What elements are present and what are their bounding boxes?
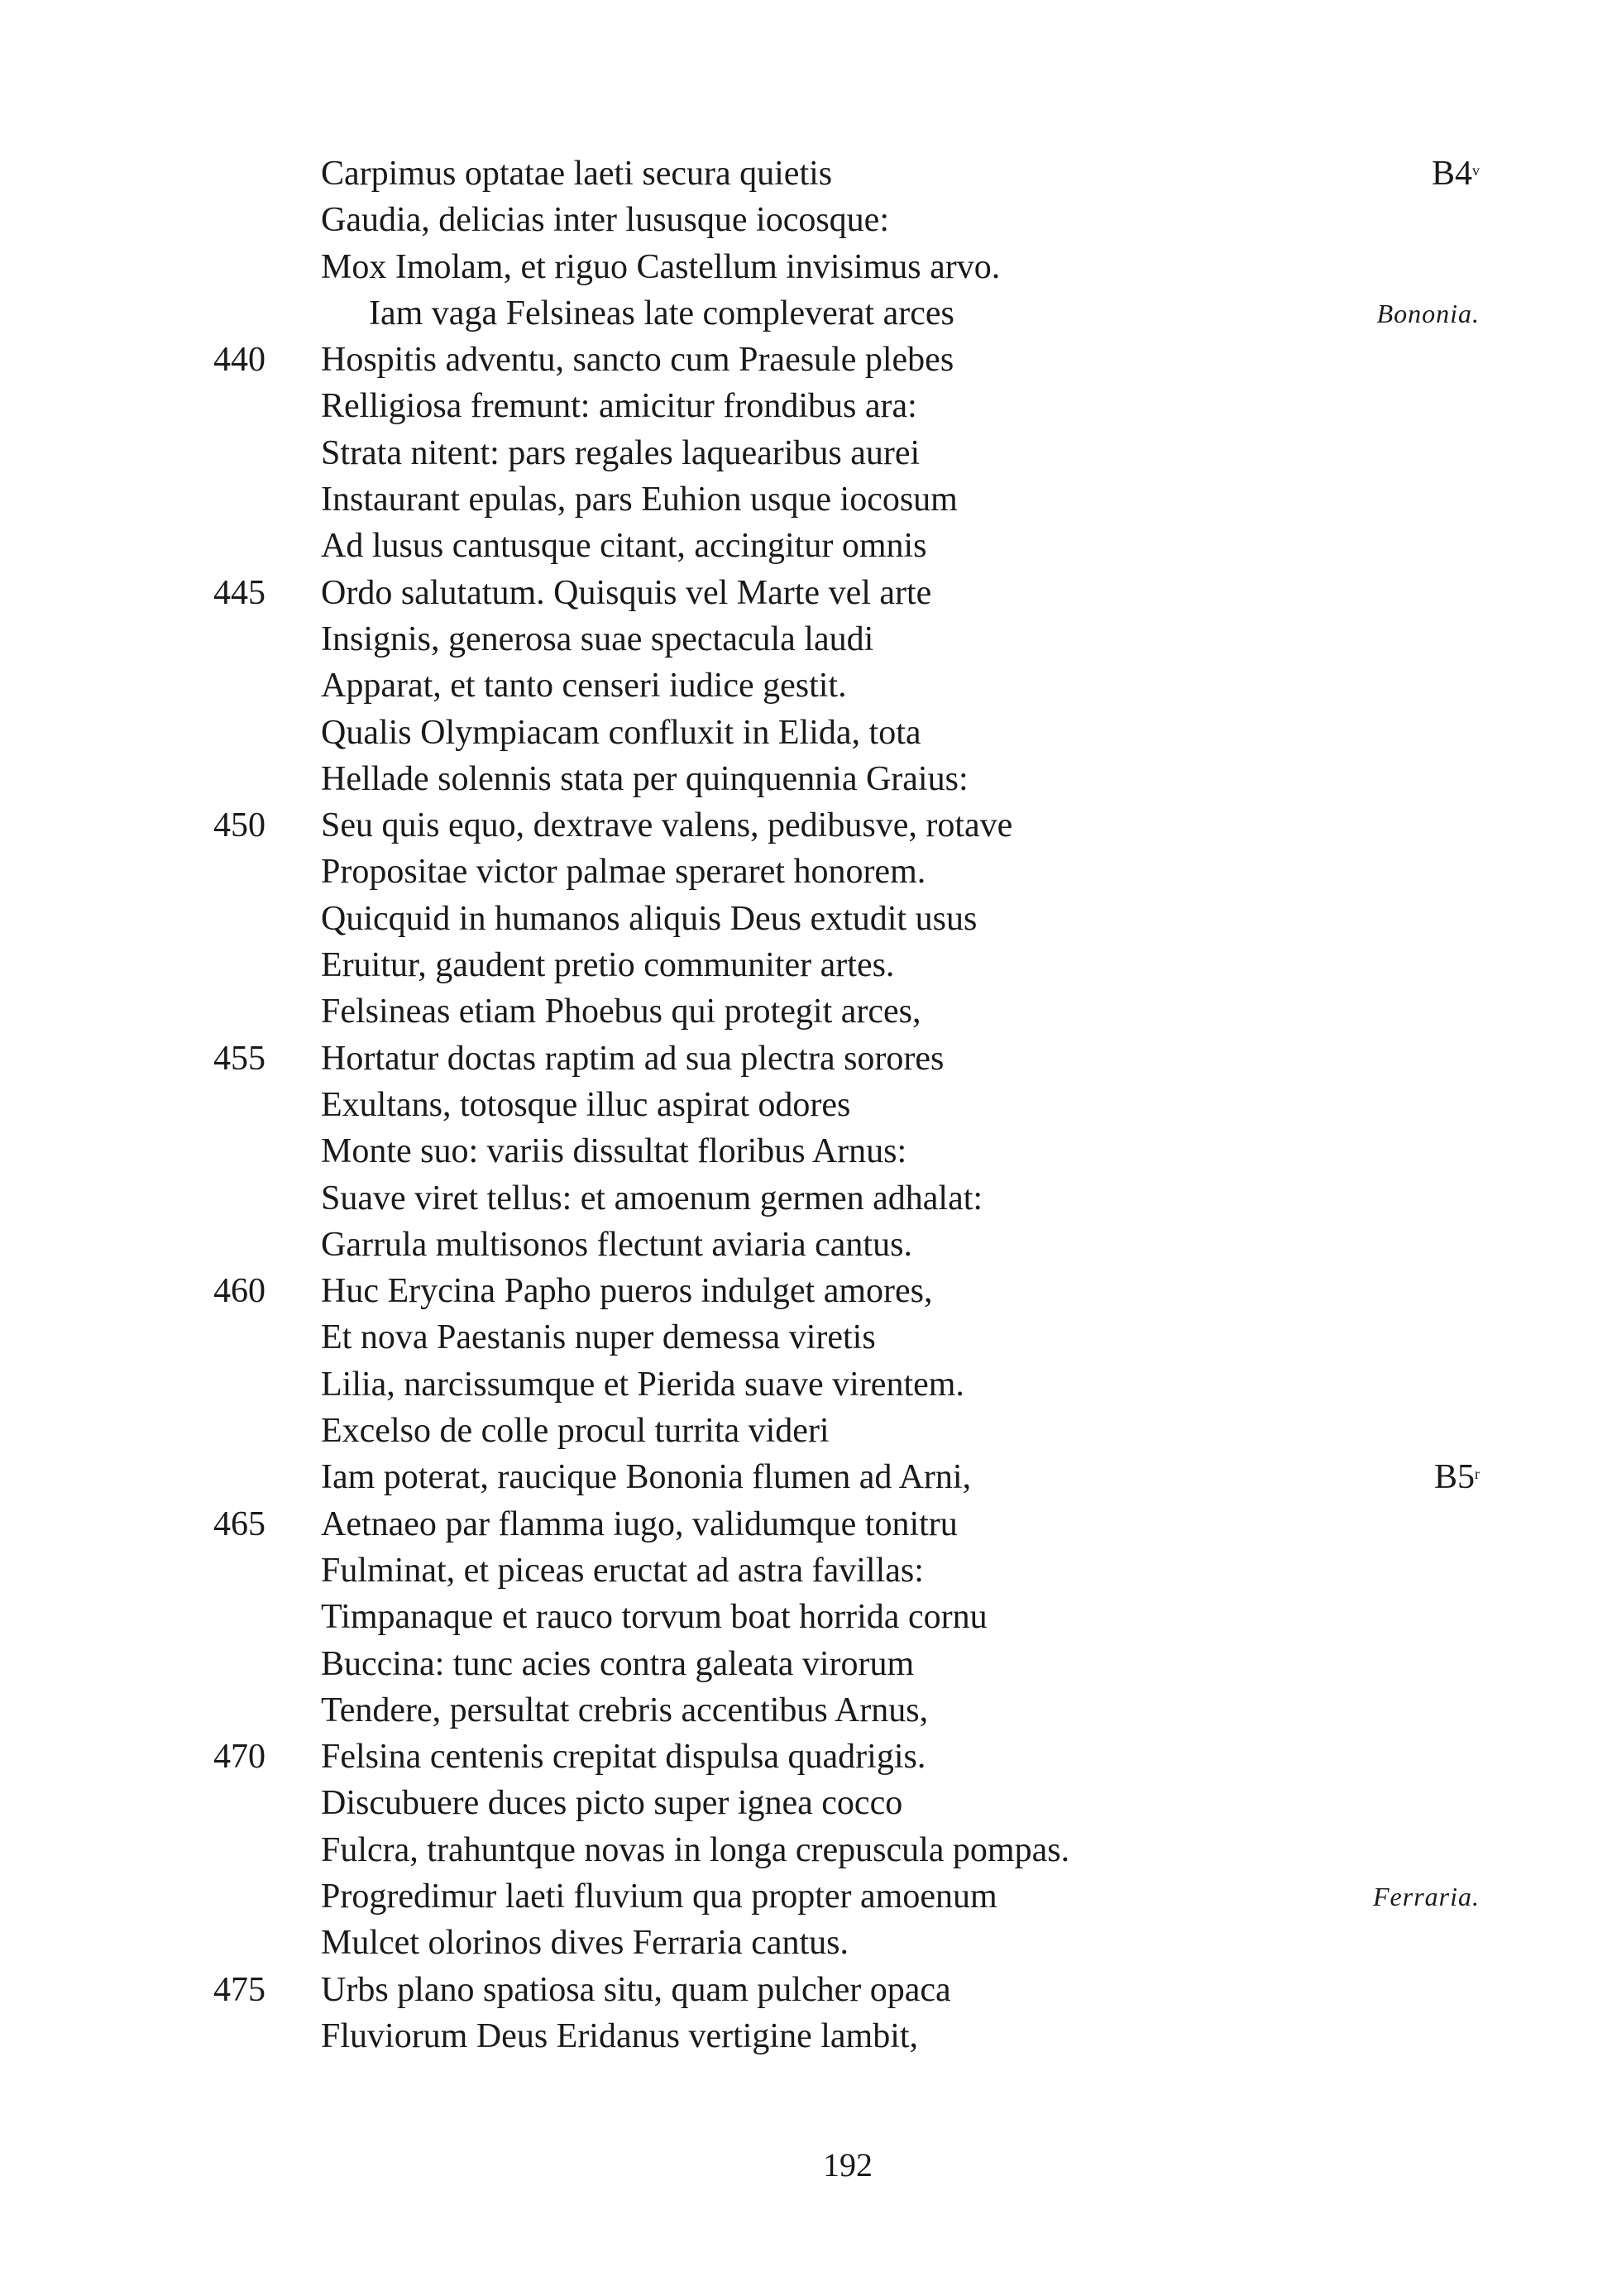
verse-line [0,430,1612,476]
line-number: 445 [213,573,265,612]
verse-line [0,1687,1612,1734]
verse-line [0,896,1612,942]
verse-text: Gaudia, delicias inter lususque iocosque: [321,201,889,240]
verse-text: Hellade solennis stata per quinquennia Graius: [321,759,969,798]
verse-text: Apparat, et tanto censeri iudice gestit. [321,667,847,706]
verse-text: Qualis Olympiacam confluxit in Elida, tota [321,713,921,752]
verse-line [0,244,1612,290]
poem-body [0,151,1612,2059]
verse-text: Quicquid in humanos aliquis Deus extudit usus [321,899,978,938]
verse-text: Ad lusus cantusque citant, accingitur omnis [321,527,927,566]
verse-line [0,1268,1612,1314]
verse-text: Fulcra, trahuntque novas in longa crepuscula pompas. [321,1830,1070,1869]
verse-text: Carpimus optatae laeti secura quietis [321,155,833,193]
verse-line [0,570,1612,616]
margin-text: B4 [1431,155,1472,193]
verse-line [0,662,1612,709]
verse-line [0,1314,1612,1361]
verse-line [0,756,1612,802]
verse-text: Monte suo: variis dissultat floribus Arnus: [321,1132,907,1171]
verse-text: Relligiosa fremunt: amicitur frondibus ara: [321,387,917,426]
verse-text: Eruitur, gaudent pretio communiter artes. [321,946,895,985]
margin-superscript: r [1475,1466,1480,1483]
verse-line [0,1408,1612,1454]
verse-line [0,476,1612,523]
verse-text: Felsineas etiam Phoebus qui protegit arces, [321,993,921,1031]
verse-line [0,1175,1612,1222]
verse-line [0,1128,1612,1174]
verse-text: Ordo salutatum. Quisquis vel Marte vel arte [321,573,932,612]
verse-text: Buccina: tunc acies contra galeata virorum [321,1644,915,1683]
signature-mark [1432,151,1480,197]
margin-text: B5 [1433,1458,1475,1497]
line-number: 475 [213,1970,265,2009]
page-number: 192 [823,2146,873,2184]
verse-text: Lilia, narcissumque et Pierida suave virentem. [321,1365,964,1404]
verse-text: Strata nitent: pars regales laquearibus aurei [321,433,921,472]
verse-line [0,1967,1612,2013]
verse-text: Iam vaga Felsineas late compleverat arces [369,294,954,332]
verse-text: Discubuere duces picto super ignea cocco [321,1784,903,1823]
verse-line [0,710,1612,756]
verse-line [0,1361,1612,1408]
line-number: 465 [213,1504,265,1543]
verse-line [0,1082,1612,1128]
verse-line [0,1454,1612,1500]
verse-line [0,383,1612,429]
verse-text: Iam poterat, raucique Bononia flumen ad Arni, [321,1458,972,1497]
verse-text: Mox Imolam, et riguo Castellum invisimus arvo. [321,247,1001,286]
verse-text: Suave viret tellus: et amoenum germen adhalat: [321,1179,983,1217]
verse-line [0,1920,1612,1966]
verse-text: Hospitis adventu, sancto cum Praesule plebes [321,341,954,380]
line-number: 455 [213,1039,265,1078]
verse-text: Aetnaeo par flamma iugo, validumque tonitru [321,1504,958,1543]
line-number: 470 [213,1738,265,1777]
signature-mark [1434,1454,1480,1500]
margin-superscript: v [1472,162,1480,179]
verse-text: Hortatur doctas raptim ad sua plectra sorores [321,1039,945,1078]
verse-line [0,1873,1612,1920]
marginal-note [1377,290,1480,337]
verse-line [0,290,1612,337]
verse-line [0,2013,1612,2059]
verse-text: Insignis, generosa suae spectacula laudi [321,619,874,658]
verse-text: Et nova Paestanis nuper demessa viretis [321,1318,876,1357]
verse-line [0,1501,1612,1547]
verse-line [0,1734,1612,1780]
line-number: 450 [213,806,265,845]
verse-line [0,1547,1612,1594]
line-number: 440 [213,341,265,380]
margin-text: Bononia. [1376,298,1480,328]
verse-text: Huc Erycina Papho pueros indulget amores, [321,1272,933,1311]
verse-line [0,616,1612,662]
marginal-note [1373,1873,1480,1920]
verse-line [0,1222,1612,1268]
verse-line [0,197,1612,243]
verse-line [0,1827,1612,1873]
verse-text: Instaurant epulas, pars Euhion usque iocosum [321,481,958,519]
verse-text: Propositae victor palmae speraret honorem. [321,853,926,892]
verse-line [0,523,1612,569]
verse-text: Felsina centenis crepitat dispulsa quadrigis. [321,1738,926,1777]
verse-text: Garrula multisonos flectunt aviaria cantus. [321,1225,912,1264]
verse-text: Progredimur laeti fluvium qua propter amoenum [321,1877,997,1916]
verse-text: Mulcet olorinos dives Ferraria cantus. [321,1924,849,1963]
verse-line [0,1594,1612,1640]
verse-text: Timpanaque et rauco torvum boat horrida cornu [321,1598,988,1637]
verse-line [0,802,1612,849]
verse-text: Excelso de colle procul turrita videri [321,1412,830,1451]
verse-text: Fluviorum Deus Eridanus vertigine lambit, [321,2016,919,2055]
verse-line [0,337,1612,383]
verse-line [0,1641,1612,1687]
verse-line [0,1036,1612,1082]
margin-text: Ferraria. [1373,1881,1480,1911]
verse-line [0,988,1612,1035]
verse-line [0,151,1612,197]
verse-line [0,849,1612,895]
verse-text: Urbs plano spatiosa situ, quam pulcher opaca [321,1970,951,2009]
verse-text: Exultans, totosque illuc aspirat odores [321,1085,851,1124]
verse-text: Tendere, persultat crebris accentibus Arnus, [321,1691,929,1729]
verse-line [0,1780,1612,1826]
verse-text: Seu quis equo, dextrave valens, pedibusve, rotave [321,806,1013,845]
verse-text: Fulminat, et piceas eructat ad astra favillas: [321,1551,924,1590]
line-number: 460 [213,1272,265,1311]
verse-line [0,942,1612,988]
